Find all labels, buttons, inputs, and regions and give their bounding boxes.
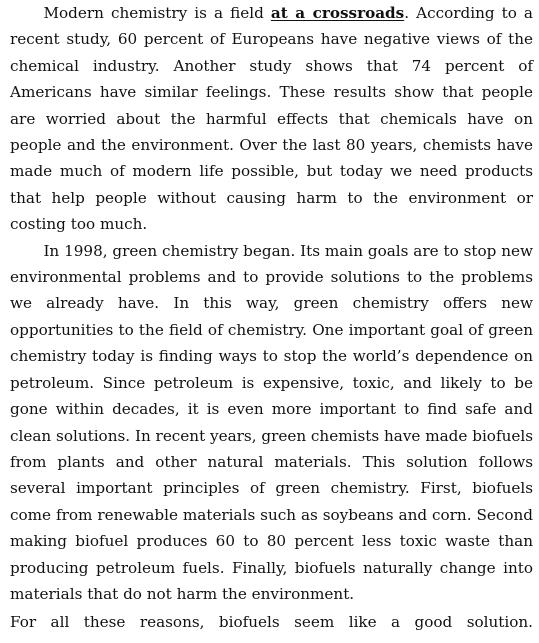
paragraph-1-intro: Modern chemistry is a field xyxy=(43,4,271,22)
paragraph-2: In 1998, green chemistry began. Its main goals are to stop new environmental problems and to provide solutions to the problems we already have. In this way, green chemistry offers new opportunities to the field of chemistry. One important goal of green chemistry today is finding ways to stop the world’s dependence on petroleum. Since petroleum is expensive, toxic, and likely to be gone within decades, it is even more important to find safe and clean solutions. In recent years, green chemists have made biofuels from plants and other natural materials. This solution follows several important principles of green chemistry. First, biofuels come from renewable materials such as soybeans and corn. Second making biofuel produces 60 to 80 percent less toxic waste than producing petroleum fuels. Finally, biofuels naturally change into materials that do not harm the environment. xyxy=(10,241,533,603)
paragraph-3: For all these reasons, biofuels seem like a good solution. xyxy=(10,613,533,632)
paragraph-1-body: . According to a recent study, 60 percent of Europeans have negative views of the chemical industry. Another study shows that 74 percent of Americans have similar feelings. These results show that people are worried about the harmful effects that chemicals have on people and the environment. Over the last 80 years, chemists have made much of modern life possible, but today we need products that help people without causing harm to the environment or costing too much. xyxy=(10,4,533,234)
paragraph-1 xyxy=(10,0,533,238)
emphasized-phrase: at a crossroads xyxy=(270,4,405,22)
